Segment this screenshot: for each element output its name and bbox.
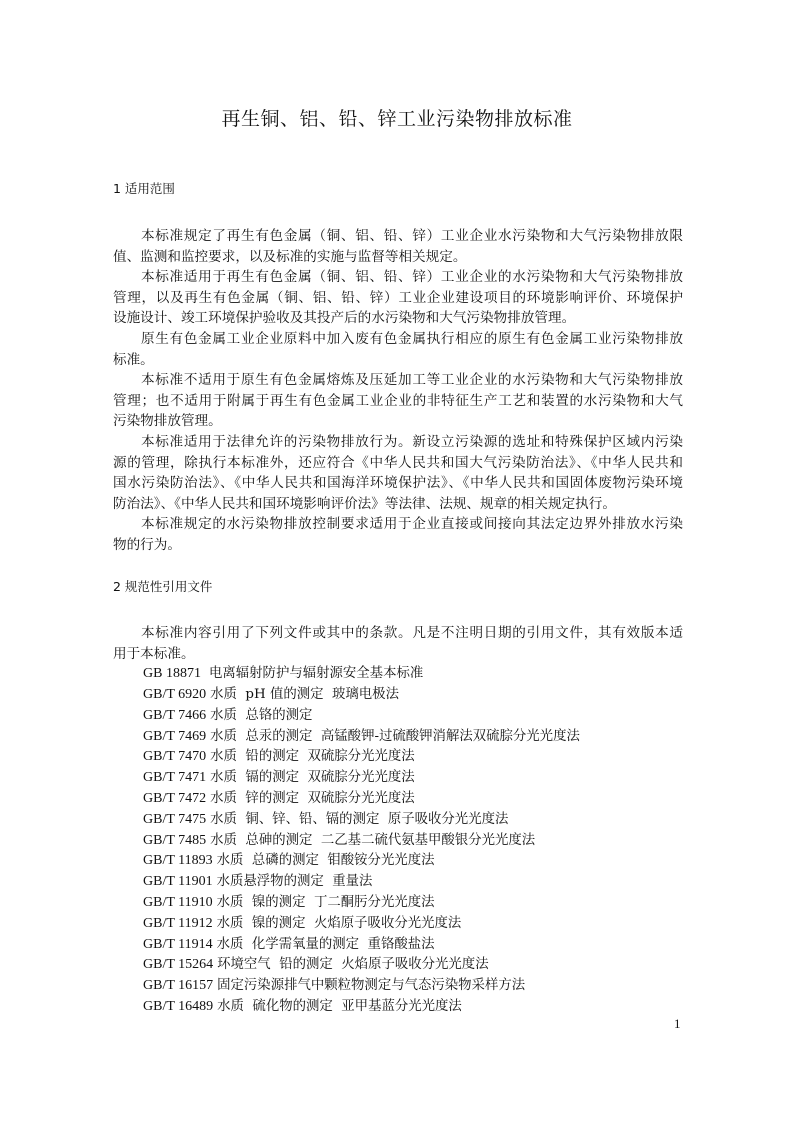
paragraph-line: 物的行为。 <box>113 536 181 553</box>
paragraph-line: 本标准适用于再生有色金属（铜、铝、铅、锌）工业企业的水污染物和大气污染物排放 <box>141 269 683 286</box>
reference-title: 水质 铅的测定 双硫腙分光光度法 <box>210 749 415 765</box>
reference-item <box>113 706 683 727</box>
paragraph-line: 本标准规定了再生有色金属（铜、铝、铅、锌）工业企业水污染物和大气污染物排放限 <box>141 228 683 244</box>
reference-title: 水质 pH 值的测定 玻璃电极法 <box>210 686 399 702</box>
page-number: 1 <box>674 1016 681 1031</box>
reference-title: 水质 总汞的测定 高锰酸钾-过硫酸钾消解法双硫腙分光光度法 <box>210 728 580 744</box>
section-2-body <box>113 623 683 1018</box>
paragraph-line: 标准。 <box>113 351 154 368</box>
reference-item <box>113 727 683 748</box>
reference-code: GB 18871 <box>143 666 201 682</box>
reference-item <box>113 893 683 914</box>
reference-item <box>113 955 683 976</box>
paragraph-line: 管理，以及再生有色金属（铜、铝、铅、锌）工业企业建设项目的环境影响评价、环境保护 <box>113 289 683 306</box>
section-2-heading: 2 规范性引用文件 <box>113 579 213 594</box>
reference-title: 固定污染源排气中颗粒物测定与气态污染物采样方法 <box>217 978 526 994</box>
reference-item <box>113 997 683 1018</box>
reference-title: 水质 镍的测定 火焰原子吸收分光光度法 <box>216 915 462 931</box>
paragraph-line: 本标准规定的水污染物排放控制要求适用于企业直接或间接向其法定边界外排放水污染 <box>141 516 683 533</box>
reference-code: GB/T 7485 <box>143 832 207 848</box>
reference-item <box>113 747 683 768</box>
paragraph-line: 防治法》、《中华人民共和国环境影响评价法》等法律、法规、规章的相关规定执行。 <box>113 495 616 512</box>
reference-item <box>113 976 683 997</box>
reference-code: GB/T 7470 <box>143 749 207 765</box>
reference-code: GB/T 11914 <box>143 936 213 952</box>
paragraph-line: 本标准不适用于原生有色金属熔炼及压延加工等工业企业的水污染物和大气污染物排放 <box>141 372 683 389</box>
reference-code: GB/T 7469 <box>143 728 207 744</box>
reference-item <box>113 914 683 935</box>
reference-title: 水质 总磷的测定 钼酸铵分光光度法 <box>216 853 435 869</box>
reference-title: 水质 总铬的测定 <box>210 707 313 723</box>
reference-code: GB/T 11912 <box>143 915 213 931</box>
reference-code: GB/T 7471 <box>143 770 207 786</box>
reference-code: GB/T 6920 <box>143 686 207 702</box>
paragraph-line: 原生有色金属工业企业原料中加入废有色金属执行相应的原生有色金属工业污染物排放 <box>141 330 683 347</box>
reference-item <box>113 872 683 893</box>
reference-code: GB/T 16489 <box>143 998 214 1014</box>
paragraph-line: 用于本标准。 <box>113 645 195 662</box>
reference-title: 电离辐射防护与辐射源安全基本标准 <box>209 666 424 682</box>
reference-title: 环境空气 铅的测定 火焰原子吸收分光光度法 <box>217 957 489 973</box>
section-1-heading: 1 适用范围 <box>113 181 175 196</box>
reference-title: 水质 镍的测定 丁二酮肟分光光度法 <box>216 894 435 910</box>
reference-title: 水质 化学需氧量的测定 重铬酸盐法 <box>216 936 435 952</box>
reference-title: 水质 铜、锌、铅、镉的测定 原子吸收分光光度法 <box>210 811 509 827</box>
paragraph-line: 国水污染防治法》、《中华人民共和国海洋环境保护法》、《中华人民共和国固体废物污染环境 <box>113 475 683 492</box>
reference-title: 水质悬浮物的测定 重量法 <box>216 874 373 890</box>
reference-title: 水质 硫化物的测定 亚甲基蓝分光光度法 <box>217 998 462 1014</box>
reference-item <box>113 664 683 685</box>
reference-item <box>113 851 683 872</box>
reference-title: 水质 总砷的测定 二乙基二硫代氨基甲酸银分光光度法 <box>210 832 536 848</box>
reference-item <box>113 831 683 852</box>
reference-item <box>113 810 683 831</box>
reference-code: GB/T 11901 <box>143 874 213 890</box>
reference-code: GB/T 7475 <box>143 811 207 827</box>
paragraph-line: 值、监测和监控要求，以及标准的实施与监督等相关规定。 <box>113 248 467 265</box>
reference-item <box>113 768 683 789</box>
reference-title: 水质 锌的测定 双硫腙分光光度法 <box>210 790 415 806</box>
reference-code: GB/T 7466 <box>143 707 207 723</box>
reference-code: GB/T 16157 <box>143 978 214 994</box>
document-title: 再生铜、铝、铅、锌工业污染物排放标准 <box>221 108 573 130</box>
paragraph-line: 本标准内容引用了下列文件或其中的条款。凡是不注明日期的引用文件，其有效版本适 <box>141 625 683 641</box>
paragraph-line: 管理；也不适用于附属于再生有色金属工业企业的非特征生产工艺和装置的水污染物和大气 <box>113 392 683 409</box>
reference-item <box>113 935 683 956</box>
paragraph-line: 本标准适用于法律允许的污染物排放行为。新设立污染源的选址和特殊保护区域内污染 <box>141 433 683 450</box>
reference-code: GB/T 15264 <box>143 957 214 973</box>
paragraph-line: 污染物排放管理。 <box>113 413 222 430</box>
paragraph-line: 设施设计、竣工环境保护验收及其投产后的水污染物和大气污染物排放管理。 <box>113 310 576 327</box>
reference-code: GB/T 11910 <box>143 894 213 910</box>
reference-item <box>113 789 683 810</box>
paragraph-line: 源的管理，除执行本标准外，还应符合《中华人民共和国大气污染防治法》、《中华人民共和 <box>113 454 683 471</box>
section-1-body <box>113 226 683 556</box>
reference-code: GB/T 7472 <box>143 790 207 806</box>
reference-item <box>113 685 683 706</box>
reference-code: GB/T 11893 <box>143 853 213 869</box>
reference-title: 水质 镉的测定 双硫腙分光光度法 <box>210 770 415 786</box>
